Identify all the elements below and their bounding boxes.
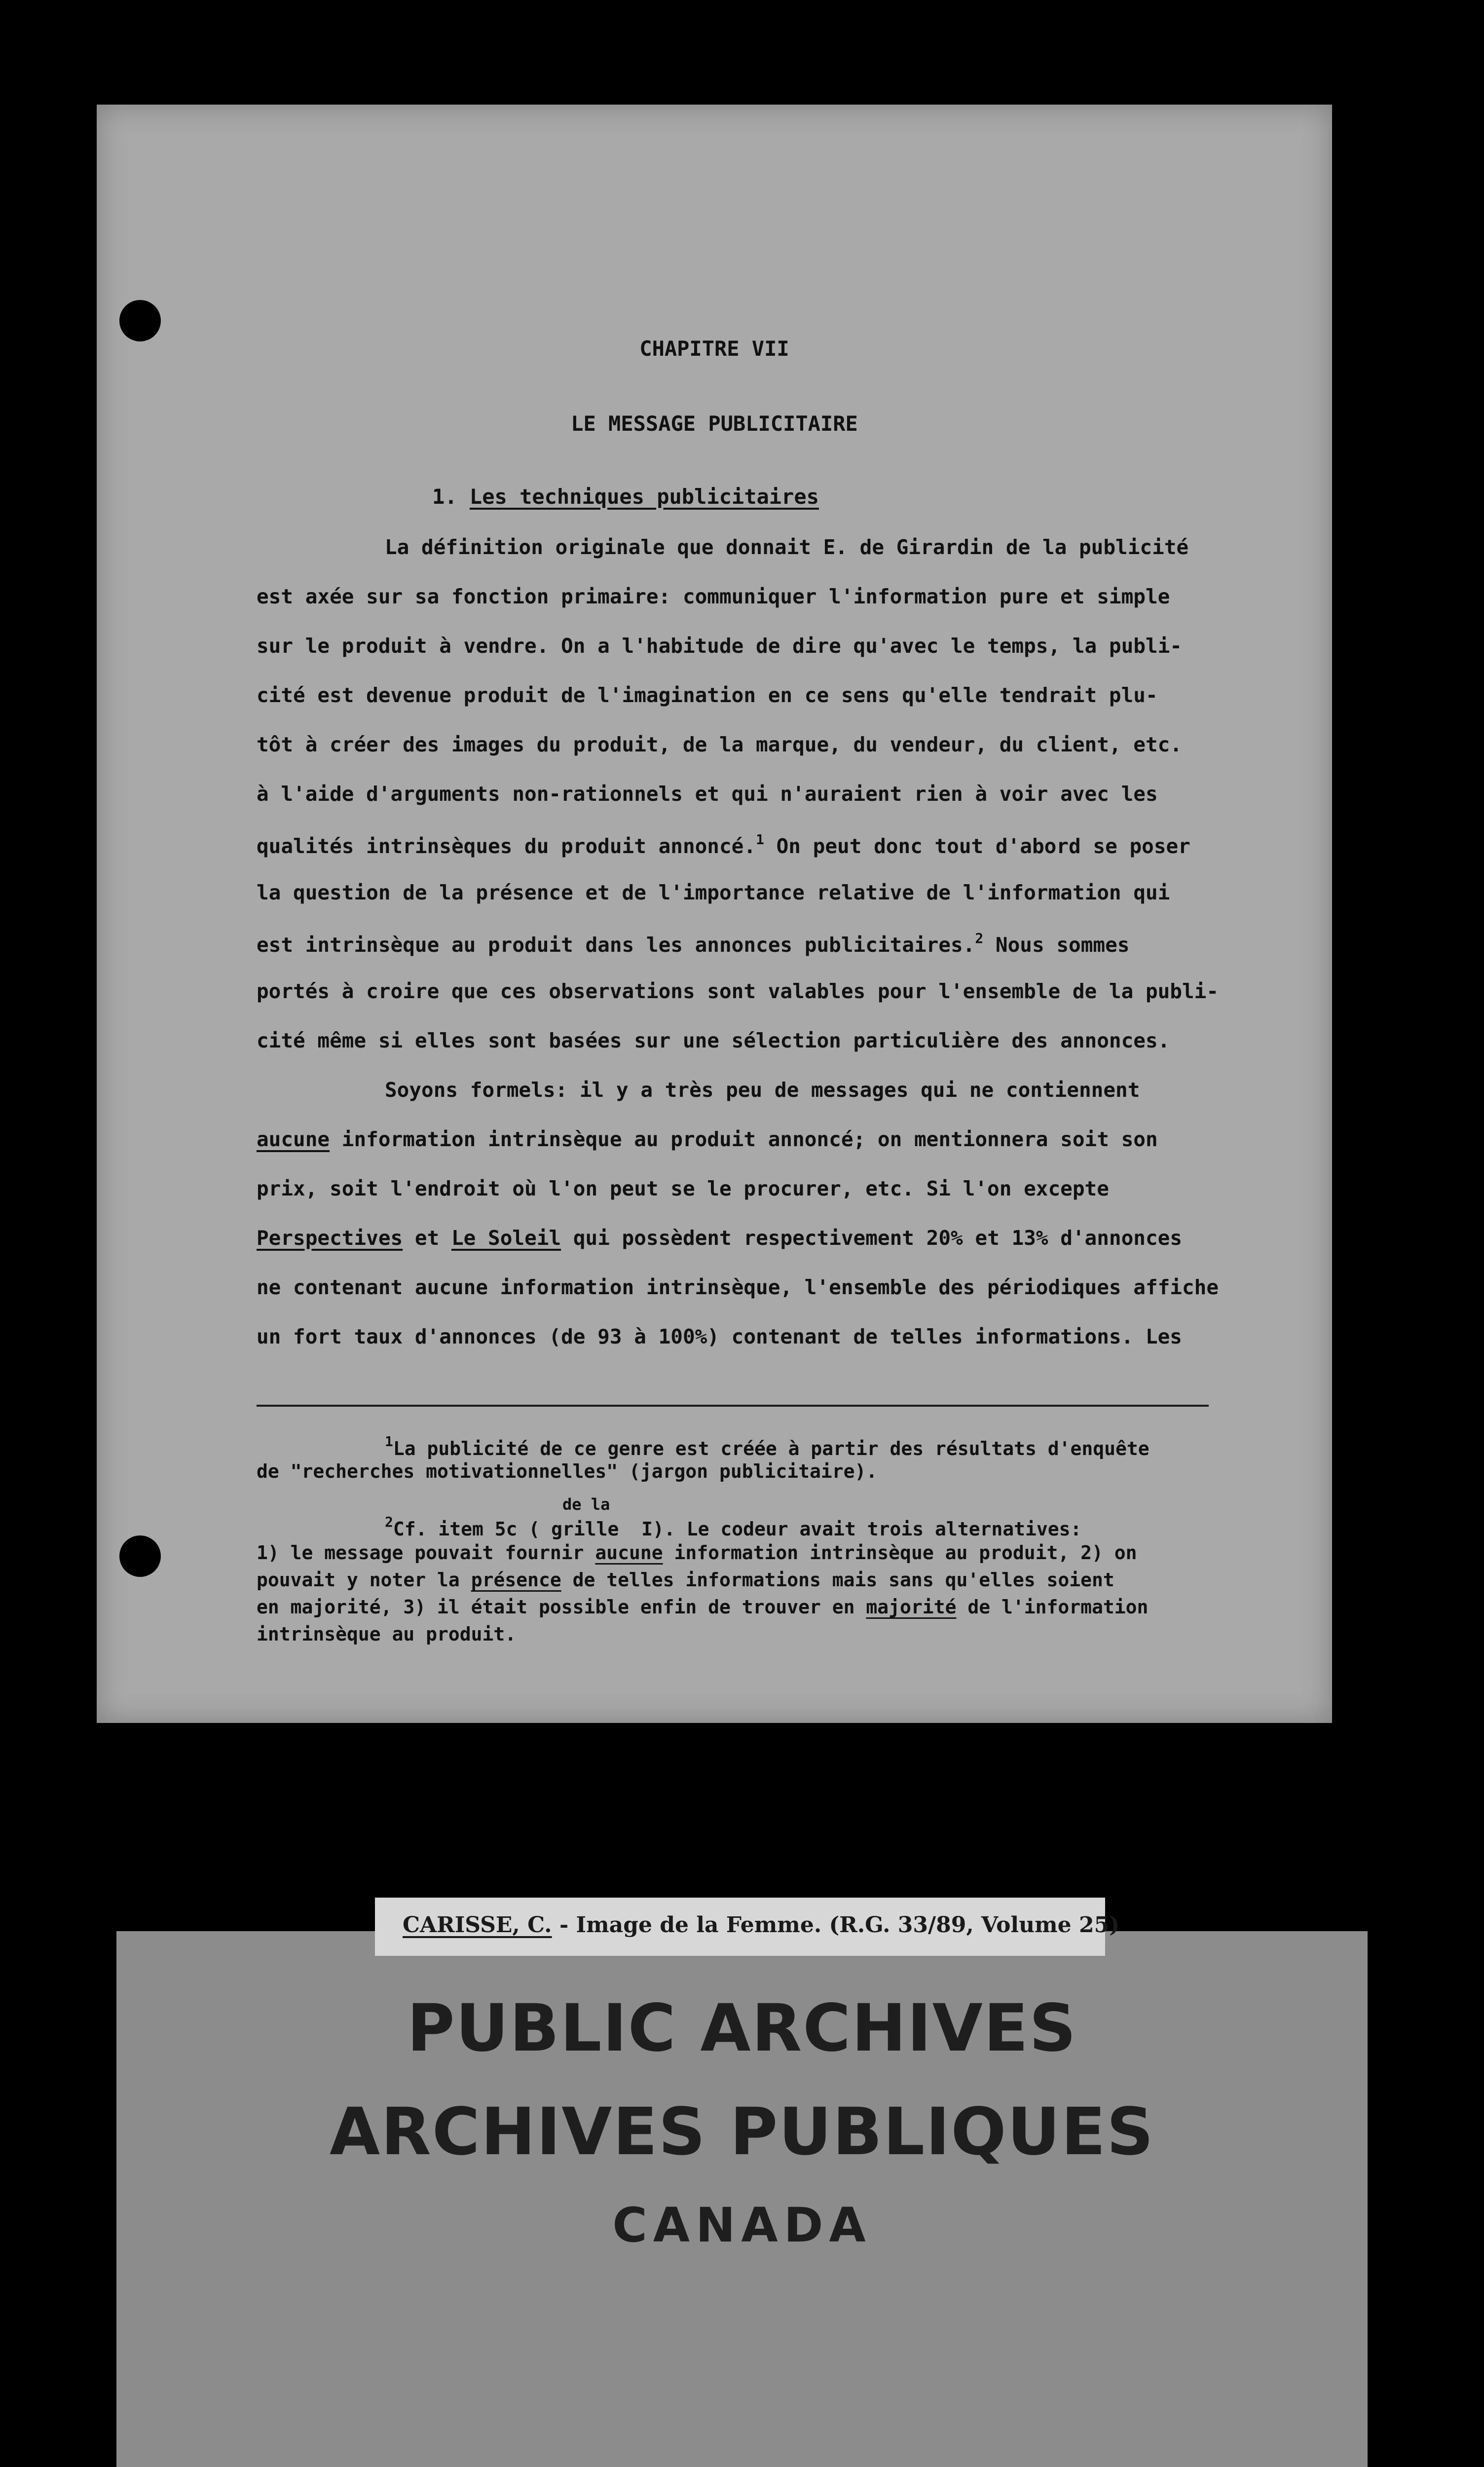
footnote-2-line-5: intrinsèque au produit.: [257, 1623, 517, 1645]
section-title: Les techniques publicitaires: [469, 485, 819, 509]
body-line: cité est devenue produit de l'imagination en ce sens qu'elle tendrait plu-: [257, 683, 1158, 707]
body-line: aucune information intrinsèque au produit annoncé; on mentionnera soit son: [257, 1127, 1158, 1151]
body-line: la question de la présence et de l'importance relative de l'information qui: [257, 881, 1170, 904]
body-line: est intrinsèque au produit dans les annonces publicitaires.$^2$ Nous sommes: [257, 930, 1130, 957]
footnote-2-line-1: $^2$Cf. item 5c ( grille I). Le codeur avait trois alternatives:: [385, 1514, 1082, 1540]
body-line: Perspectives et Le Soleil qui possèdent respectivement 20% et 13% d'annonces: [257, 1226, 1183, 1250]
label-reference: - Image de la Femme. (R.G. 33/89, Volume 25): [552, 1912, 1120, 1938]
footnote-2-line-2: 1) le message pouvait fournir aucune information intrinsèque au produit, 2) on: [257, 1542, 1137, 1564]
archives-stamp: [116, 1931, 1368, 2467]
label-author: CARISSE, C.: [403, 1912, 552, 1938]
footnote-2-number: 2: [385, 1514, 393, 1530]
archive-label: [375, 1898, 1120, 1956]
body-line: un fort taux d'annonces (de 93 à 100%) contenant de telles informations. Les: [257, 1325, 1182, 1348]
punch-hole-bottom: [119, 1535, 161, 1577]
body-line: La définition originale que donnait E. de Girardin de la publicité: [385, 535, 1189, 559]
footnote-2-line-3: pouvait y noter la présence de telles informations mais sans qu'elles soient: [257, 1569, 1114, 1591]
body-line: est axée sur sa fonction primaire: communiquer l'information pure et simple: [257, 585, 1170, 608]
punch-hole-top: [119, 300, 161, 341]
footnote-2-annotation: de la: [562, 1495, 610, 1514]
body-line: tôt à créer des images du produit, de la marque, du vendeur, du client, etc.: [257, 733, 1182, 756]
footnote-rule: [257, 1405, 1209, 1407]
section-heading: [8, 485, 1243, 509]
stamp-line-3: CANADA: [612, 2198, 872, 2253]
body-line: portés à croire que ces observations sont valables pour l'ensemble de la publi-: [257, 979, 1219, 1003]
stamp-line-2: ARCHIVES PUBLIQUES: [329, 2094, 1154, 2170]
footnote-1-number: 1: [385, 1433, 393, 1450]
body-line: cité même si elles sont basées sur une sélection particulière des annonces.: [257, 1029, 1170, 1052]
footnote-1-line-1: $^1$La publicité de ce genre est créée à partir des résultats d'enquête: [385, 1433, 1150, 1459]
stamp-line-1: PUBLIC ARCHIVES: [407, 1990, 1077, 2066]
footnote-2-line-4: en majorité, 3) il était possible enfin de trouver en majorité de l'information: [257, 1596, 1149, 1618]
section-number: 1.: [432, 485, 457, 509]
body-line: Soyons formels: il y a très peu de messages qui ne contiennent: [385, 1078, 1140, 1102]
chapter-title: LE MESSAGE PUBLICITAIRE: [571, 411, 858, 436]
chapter-heading: CHAPITRE VII: [639, 336, 789, 361]
body-line: ne contenant aucune information intrinsèque, l'ensemble des périodiques affiche: [257, 1275, 1219, 1299]
footnote-1-line-2: de "recherches motivationnelles" (jargon publicitaire).: [257, 1460, 878, 1482]
body-line: sur le produit à vendre. On a l'habitude de dire qu'avec le temps, la publi-: [257, 634, 1182, 658]
body-line: prix, soit l'endroit où l'on peut se le procurer, etc. Si l'on excepte: [257, 1177, 1109, 1200]
body-line: à l'aide d'arguments non-rationnels et qui n'auraient rien à voir avec les: [257, 782, 1158, 806]
body-line: qualités intrinsèques du produit annoncé.$^1$ On peut donc tout d'abord se poser: [257, 831, 1190, 858]
